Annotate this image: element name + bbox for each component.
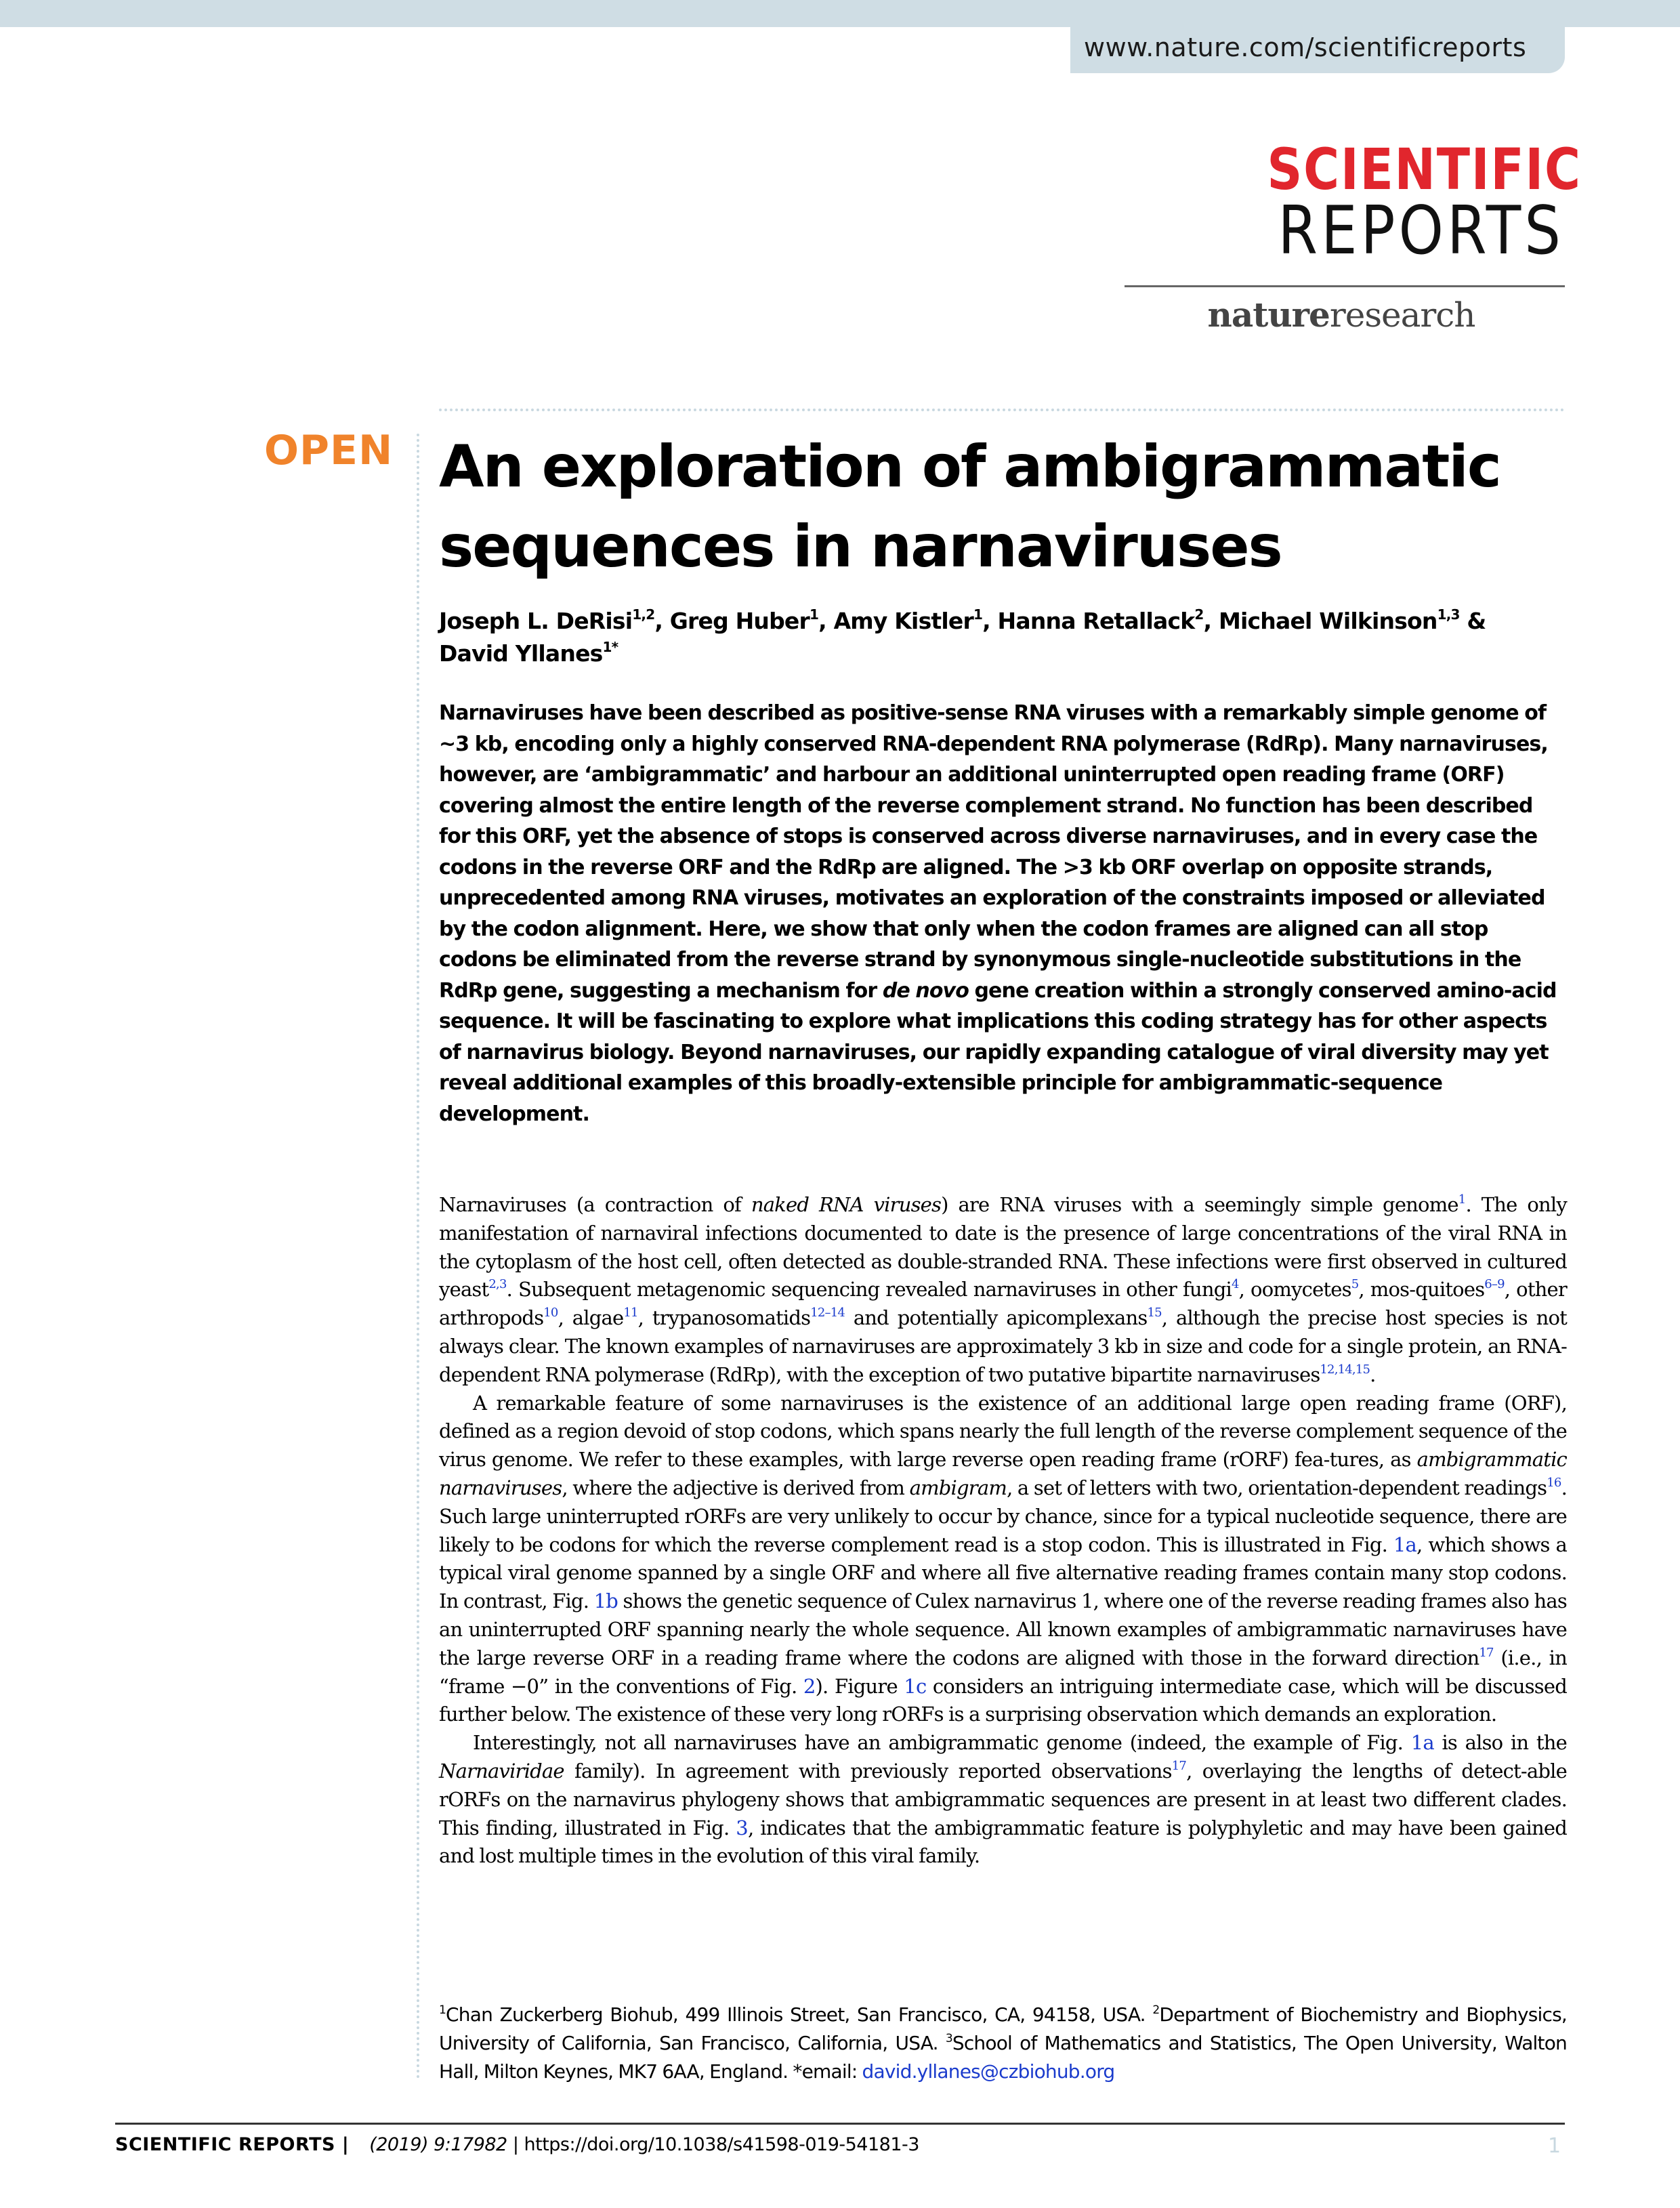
abstract [439,698,1567,1129]
text: Narnaviruses (a contraction of [439,1193,751,1216]
text: , a set of letters with two, orientation-dependent readings [1007,1476,1547,1499]
citation-ref[interactable]: 16 [1547,1475,1561,1490]
author-name: David Yllanes [439,640,603,667]
text: shows the genetic sequence of Culex narnavirus 1, where one of the reverse reading frames also has an uninterrupted ORF spanning nearly the whole sequence. All known examples of ambigrammatic narnaviruses have the large reverse ORF in a reading frame where the codons are aligned with those in the forward direction [439,1589,1567,1669]
text: , algae [558,1306,624,1330]
affiliation-ref: 2 [1194,606,1204,623]
separator: , [982,608,998,634]
italic-text: Narnaviridae [439,1759,564,1783]
separator: , [818,608,834,634]
footer-journal: SCIENTIFIC REPORTS | [115,2134,350,2155]
text: ). Figure [815,1674,904,1698]
logo-divider [1125,285,1565,287]
text: considers an intriguing intermediate case, which will be discussed further below. The existence of these very long rORFs is a surprising observation which demands an exploration. [439,1674,1567,1726]
text: , indicates that the ambigrammatic feature is polyphyletic and may have been gained and lost multiple times in the evolution of this viral family. [439,1816,1567,1868]
title-divider [439,409,1565,411]
citation-ref[interactable]: 11 [623,1306,638,1320]
citation-ref[interactable]: 12,14,15 [1320,1362,1370,1377]
author[interactable] [834,608,983,634]
affiliation-number: 3 [945,2032,952,2045]
author[interactable] [439,608,654,634]
affiliation-ref: 1,2 [632,606,655,623]
footer-volume: (2019) 9:17982 [369,2134,507,2155]
text: ) are RNA viruses with a seemingly simple genome [941,1193,1458,1216]
open-access-badge: OPEN [264,427,394,474]
author-name: Joseph L. DeRisi [439,608,633,634]
citation-ref[interactable]: 12–14 [810,1306,845,1320]
footer-citation [115,2134,919,2155]
paragraph-3 [439,1729,1567,1871]
text: . Subsequent metagenomic sequencing revealed narnaviruses in other fungi [506,1278,1232,1301]
author-name: Greg Huber [669,608,810,634]
citation-ref[interactable]: 17 [1171,1758,1187,1773]
author-name: Michael Wilkinson [1218,608,1437,634]
text: , trypanosomatids [637,1306,811,1330]
affiliation-text: Department of Biochemistry and Biophysics, University of California, San Francisco, California, USA. [439,2003,1568,2054]
text: Interestingly, not all narnaviruses have an ambigrammatic genome (indeed, the example of Fig. [473,1731,1411,1755]
text: , where the adjective is derived from [562,1476,910,1499]
affiliation-number: 1 [439,2003,446,2017]
text: . Such large uninterrupted rORFs are very unlikely to occur by chance, since for a typical nucleotide sequence, there are likely to be codons for which the reverse complement read is a stop codon. This is illustrated in Fig. [439,1476,1568,1556]
figure-link[interactable]: 3 [736,1816,748,1839]
citation-ref[interactable]: 2,3 [488,1277,507,1292]
text: , mos-quitoes [1358,1278,1485,1301]
journal-url[interactable]: www.nature.com/scientificreports [1084,33,1527,62]
paragraph-2 [439,1390,1567,1730]
separator: & [1459,608,1486,634]
citation-ref[interactable]: 1 [1458,1192,1466,1207]
doi-link[interactable]: | https://doi.org/10.1038/s41598-019-54181-3 [507,2134,919,2155]
separator: , [1203,608,1219,634]
author[interactable] [1219,608,1460,634]
text: A remarkable feature of some narnaviruses is the existence of an additional large open reading frame (ORF), defined as a region devoid of stop codons, which spans nearly the full length of the reverse complement sequence of the virus genome. We refer to these examples, with large reverse open reading frame (rORF) fea-tures, as [439,1391,1567,1472]
abstract-text-2: gene creation within a strongly conserved amino-acid sequence. It will be fascinating to explore what implications this coding strategy has for other aspects of narnavirus biology. Beyond narnaviruses, our rapidly expanding catalogue of viral diversity may yet reveal additional examples of this broadly-extensible principle for ambigrammatic-sequence development. [439,978,1557,1126]
publisher-logo-rest: research [1329,295,1475,335]
italic-text: ambigram [909,1476,1007,1499]
italic-text: ambigrammatic narnaviruses [439,1448,1567,1499]
abstract-text [439,698,1567,1129]
author[interactable] [670,608,818,634]
text: . [1370,1362,1376,1386]
citation-ref[interactable]: 17 [1479,1645,1494,1660]
text: family). In agreement with previously reported observations [564,1759,1172,1783]
figure-link[interactable]: 1b [593,1589,618,1613]
affiliation-ref: 1 [810,606,819,623]
text: , although the precise host species is not always clear. The known examples of narnaviruses are approximately 3 kb in size and code for a single protein, an RNA-dependent RNA polymerase (RdRp), with the exception of two putative bipartite narnaviruses [439,1306,1568,1386]
italic-text: naked RNA viruses [751,1193,942,1216]
affiliation-text: School of Mathematics and Statistics, The Open University, Walton Hall, Milton Keynes, MK7 6AA, England. *email: [439,2032,1567,2083]
author[interactable] [998,608,1204,634]
citation-ref[interactable]: 15 [1147,1306,1162,1320]
body-text [439,1191,1567,1871]
affiliation-text: Chan Zuckerberg Biohub, 499 Illinois Street, San Francisco, CA, 94158, USA. [446,2003,1153,2026]
affiliation-ref: 1 [973,606,983,623]
citation-ref[interactable]: 10 [543,1306,558,1320]
author-list [439,605,1577,670]
paragraph-1 [439,1191,1567,1390]
separator: , [654,608,670,634]
logo-scientific: SCIENTIFIC [1267,136,1582,203]
text: , overlaying the lengths of detect-able rORFs on the narnavirus phylogeny shows that ambigrammatic sequences are present in at least two different clades. This finding, illustrated in Fig. [439,1759,1567,1839]
text: , other arthropods [439,1278,1567,1330]
email-link[interactable]: david.yllanes@czbiohub.org [862,2060,1115,2083]
author[interactable] [439,640,618,667]
affiliation-number: 2 [1152,2003,1160,2017]
affiliations [439,2001,1567,2086]
affiliation-ref: 1* [602,639,618,655]
text: , oomycetes [1238,1278,1351,1301]
figure-link[interactable]: 2 [803,1674,816,1698]
citation-ref[interactable]: 5 [1351,1277,1359,1292]
footer-divider [115,2123,1565,2125]
text: is also in the [1433,1731,1567,1755]
figure-link[interactable]: 1a [1393,1533,1417,1556]
citation-ref[interactable]: 6–9 [1484,1277,1505,1292]
author-name: Hanna Retallack [997,608,1195,634]
publisher-logo [1152,295,1531,335]
article-title: An exploration of ambigrammatic sequences in narnaviruses [439,433,1500,581]
text: and potentially apicomplexans [845,1306,1148,1330]
text: , which shows a typical viral genome spanned by a single ORF and where all five alternative reading frames contain many stop codons. In contrast, Fig. [439,1533,1567,1613]
abstract-text-1: Narnaviruses have been described as positive-sense RNA viruses with a remarkably simple genome of ~3 kb, encoding only a highly conserved RNA-dependent RNA polymerase (RdRp). Many narnaviruses, however, are ‘ambigrammatic’ and harbour an additional uninterrupted open reading frame (ORF) covering almost the entire length of the reverse complement strand. No function has been described for this ORF, yet the absence of stops is conserved across diverse narnaviruses, and in every case the codons in the reverse ORF and the RdRp are aligned. The >3 kb ORF overlap on opposite strands, unprecedented among RNA viruses, motivates an exploration of the constraints imposed or alleviated by the codon alignment. Here, we show that only when the codon frames are aligned can all stop codons be eliminated from the reverse strand by synonymous single-nucleotide substitutions in the RdRp gene, suggesting a mechanism for [439,701,1548,1003]
author-name: Amy Kistler [833,608,973,634]
page-number: 1 [1548,2134,1561,2158]
logo-reports: REPORTS [1278,192,1564,270]
affiliation-ref: 1,3 [1437,606,1460,623]
abstract-italic: de novo [882,978,969,1003]
text: (i.e., in “frame −0” in the conventions of Fig. [439,1646,1567,1698]
text: . The only manifestation of narnaviral infections documented to date is the presence of large concentrations of the viral RNA in the cytoplasm of the host cell, often detected as double-stranded RNA. These infections were first observed in cultured yeast [439,1193,1567,1301]
publisher-logo-bold: nature [1207,295,1330,335]
figure-link[interactable]: 1a [1410,1731,1434,1755]
figure-link[interactable]: 1c [904,1674,927,1698]
citation-ref[interactable]: 4 [1232,1277,1239,1292]
margin-divider [417,434,419,2080]
